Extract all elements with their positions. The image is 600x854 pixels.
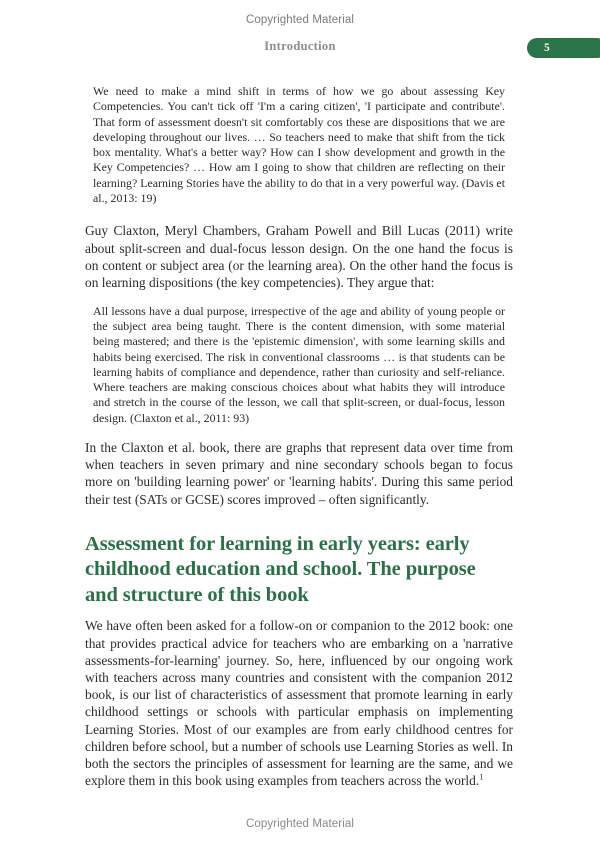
paragraph-claxton-graphs: In the Claxton et al. book, there are graphs that represent data over time from when teachers in seven primary and nine secondary schools began to focus more on 'building learning power' or 'learning habits'. During this same period their test (SATs or GCSE) scores improved – often significantly. — [85, 440, 513, 507]
blockquote-davis: We need to make a mind shift in terms of how we go about assessing Key Competencies. You can't tick off 'I'm a caring citizen', 'I participate and contribute'. That form of assessment doesn't sit comfortably cos these are dispositions that we are developing throughout our lives. … So teachers need to make that shift from the tick box mentality. What's a better way? How can I show development and growth in the Key Competencies? … How am I going to show that children are reflecting on their learning? Learning Stories have the ability to do that in a very powerful way. (Davis et al., 2013: 19) — [93, 84, 505, 206]
copyright-watermark-bottom: Copyrighted Material — [245, 818, 355, 830]
paragraph-purpose — [85, 617, 513, 789]
running-head-title: Introduction — [264, 39, 336, 53]
page-content — [85, 84, 513, 802]
section-heading: Assessment for learning in early years: early childhood education and school. The purpose and structure of this book — [85, 532, 476, 606]
paragraph-purpose-text: We have often been asked for a follow-on or companion to the 2012 book: one that provides practical advice for teachers who are embarking on a 'narrative assessments-for-learning' journey. So, here, influenced by our ongoing work with teachers across many countries and consistent with the companion 2012 book, is our list of characteristics of assessment that promote learning in early childhood settings or schools with particular emphasis on implementing Learning Stories. Most of our examples are from early childhood centres for children before school, but a number of schools use Learning Stories as well. In both the sectors the principles of assessment for learning are the same, and we explore them in this book using examples from teachers across the world. — [85, 618, 513, 789]
copyright-watermark-top: Copyrighted Material — [245, 14, 355, 26]
blockquote-claxton: All lessons have a dual purpose, irrespective of the age and ability of young people or the subject area being taught. There is the content dimension, with some material being mastered; and there is the 'epistemic dimension', with some learning skills and habits being exercised. The risk in conventional classrooms … is that students can be learning habits of compliance and dependence, rather than curiosity and self-reliance. Where teachers are making conscious choices about what habits they will introduce and stretch in the course of the lesson, we call that split-screen, or dual-focus, lesson design. (Claxton et al., 2011: 93) — [93, 303, 505, 425]
paragraph-claxton-intro: Guy Claxton, Meryl Chambers, Graham Powell and Bill Lucas (2011) write about split-screen and dual-focus lesson design. On the one hand the focus is on content or subject area (or the learning area). On the other hand the focus is on learning dispositions (the key competencies). They argue that: — [85, 223, 513, 290]
footnote-reference: 1 — [479, 771, 484, 782]
page-number-badge: 5 — [527, 38, 600, 58]
